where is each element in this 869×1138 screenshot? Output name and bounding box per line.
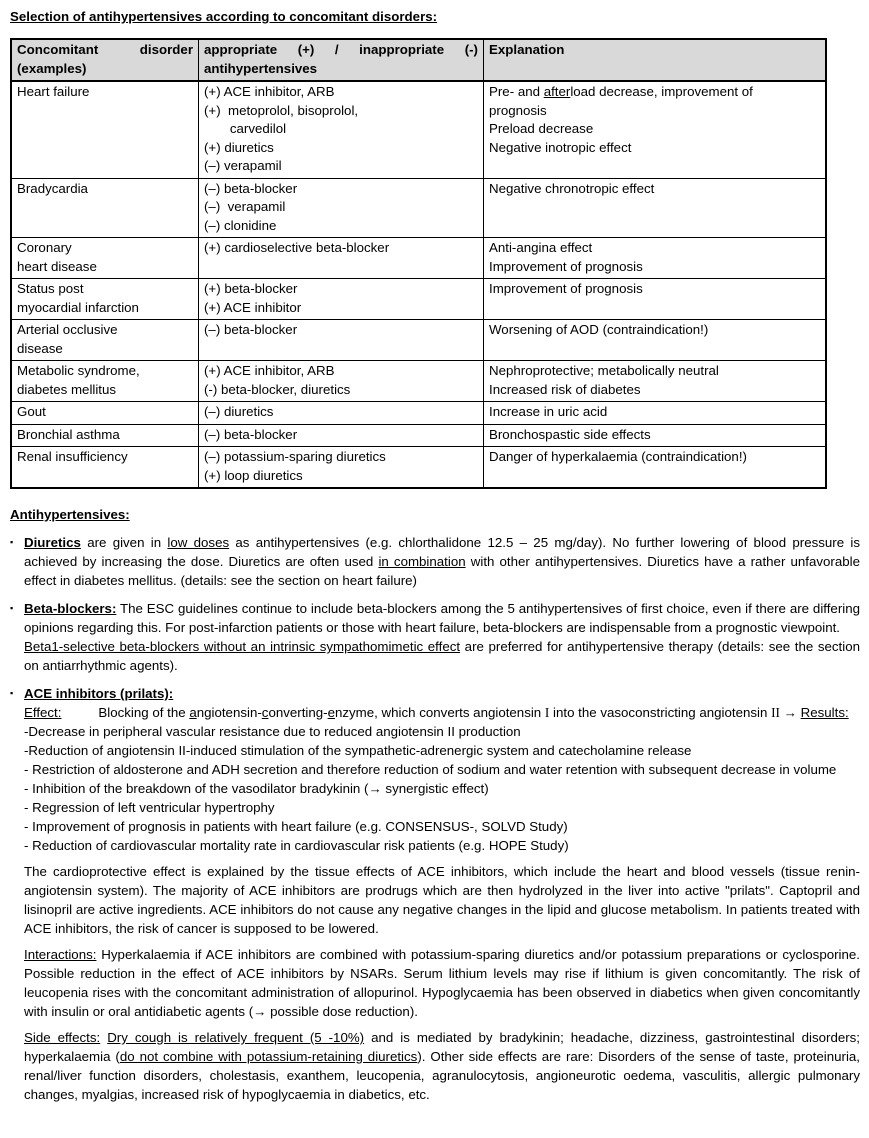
drugs-cell: [199, 81, 484, 178]
table-row: [11, 178, 826, 238]
text-segment: (+) cardioselective beta-blocker: [204, 240, 390, 255]
disorder-cell: [11, 447, 199, 489]
disorder-cell: [11, 424, 199, 447]
text-line: [204, 180, 478, 199]
text-segment: Interactions:: [24, 947, 97, 962]
text-segment: with other antihypertensives. Diuretics have a rather unfavorable effect in diabetes mellitus. (details: see the section on heart failure): [24, 554, 860, 588]
text-line: [204, 467, 478, 486]
text-segment: Improvement of prognosis: [489, 281, 643, 296]
drugs-cell: [199, 238, 484, 279]
text-line: [17, 340, 193, 359]
text-segment: →: [779, 705, 801, 720]
disorder-cell: [11, 361, 199, 402]
table-row: [11, 320, 826, 361]
text-segment: - Improvement of prognosis in patients with heart failure (e.g. CONSENSUS-, SOLVD Study): [24, 819, 568, 834]
text-segment: Danger of hyperkalaemia (contraindication!): [489, 449, 747, 464]
text-line: [489, 258, 820, 277]
text-segment: low doses: [167, 535, 230, 550]
text-segment: Increase in uric acid: [489, 404, 608, 419]
bullet-square-icon: ▪: [10, 537, 14, 547]
text-segment: Gout: [17, 404, 46, 419]
text-line: [17, 83, 193, 102]
explanation-cell: [484, 279, 827, 320]
bullet-square-icon: ▪: [10, 688, 14, 698]
text-segment: disease: [17, 340, 63, 356]
text-segment: ). Other side effects are rare: Disorders of the sense of taste, proteinuria, renal/liver function disorders, cholestasis, exanthem, leucopenia, agranulocytosis, angioneurotic oedema, vasculitis, allergic pulmonary changes, myalgias, increased risk of hypoglycaemia in diabetics, etc.: [24, 1049, 860, 1102]
text-line: [204, 299, 478, 318]
text-line: [17, 180, 193, 199]
text-segment: Bradycardia: [17, 180, 88, 196]
text-line: [204, 198, 478, 217]
text-line: [204, 217, 478, 236]
text-line: [204, 426, 478, 445]
text-segment: -Reduction of angiotensin II-induced stimulation of the sympathetic-adrenergic system and catecholamine release: [24, 743, 692, 758]
text-line: [17, 321, 193, 340]
table-body: [11, 81, 826, 488]
text-line: [204, 381, 478, 400]
text-line: [489, 280, 820, 299]
disorder-cell: [11, 81, 199, 178]
text-line: [204, 321, 478, 340]
text-segment: (–) beta-blocker: [204, 426, 298, 442]
text-line: [24, 599, 860, 637]
text-line: [24, 862, 860, 938]
text-segment: are preferred for antihypertensive therapy (details: see the section on antiarrhythmic agents).: [24, 639, 860, 673]
text-segment: Diuretics: [24, 535, 81, 550]
ace-effect-paragraph: [24, 703, 860, 722]
text-segment: Status post: [17, 281, 84, 296]
text-segment: I: [544, 705, 550, 720]
text-line: [489, 321, 820, 340]
text-segment: (+) ACE inhibitor, ARB: [204, 84, 335, 99]
text-segment: (–) potassium-sparing diuretics: [204, 449, 386, 464]
text-line: [24, 760, 860, 779]
table-row: [11, 361, 826, 402]
table-row: [11, 447, 826, 489]
disorder-cell: [11, 279, 199, 320]
text-line: [17, 426, 193, 445]
text-line: [489, 102, 820, 121]
text-segment: (+) diuretics: [204, 139, 274, 155]
text-segment: Heart failure: [17, 84, 90, 99]
text-segment: (–) beta-blocker: [204, 322, 298, 337]
text-segment: - Restriction of aldosterone and ADH secretion and therefore reduction of sodium and water retention with subsequent decrease in volume: [24, 762, 837, 777]
header-explanation: Explanation: [484, 39, 827, 81]
table-header: [11, 39, 826, 81]
text-segment: Preload decrease: [489, 121, 594, 136]
text-line: [24, 637, 860, 675]
text-segment: ngiotensin-: [196, 705, 262, 720]
text-line: [489, 239, 820, 258]
text-segment: Bronchial asthma: [17, 426, 120, 442]
header-concomitant-disorder: Concomitant disorder (examples): [11, 39, 199, 81]
text-segment: Renal insufficiency: [17, 449, 128, 464]
text-segment: load decrease, improvement of: [570, 84, 753, 99]
text-segment: as antihypertensives (e.g. chlorthalidone 12.5 – 25 mg/day). No further lowering of blood pressure is achieved by increasing the dose. Diuretics are often used: [24, 535, 860, 569]
text-line: [204, 239, 478, 258]
disorder-cell: [11, 178, 199, 238]
text-segment: (–) verapamil: [204, 158, 282, 173]
text-line: [489, 83, 820, 102]
text-segment: Anti-angina effect: [489, 240, 593, 255]
page-title: Selection of antihypertensives according to concomitant disorders:: [10, 9, 438, 24]
bullet-item-diuretics: [10, 533, 860, 590]
explanation-cell: [484, 238, 827, 279]
text-segment: Pre- and: [489, 84, 544, 99]
text-segment: onverting-: [268, 705, 328, 720]
table-row: [11, 424, 826, 447]
text-line: [204, 157, 478, 176]
text-line: [24, 945, 860, 1021]
text-line: [17, 403, 193, 422]
text-segment: (–) beta-blocker: [204, 180, 298, 196]
explanation-cell: [484, 320, 827, 361]
text-segment: ACE inhibitors (prilats):: [24, 686, 174, 701]
text-segment: carvedilol: [204, 121, 287, 136]
text-segment: do not combine with potassium-retaining diuretics: [119, 1049, 418, 1064]
text-line: [24, 703, 860, 722]
text-line: [24, 1028, 860, 1104]
text-line: [204, 280, 478, 299]
header-antihypertensives: appropriate (+) / inappropriate (-) antihypertensives: [199, 39, 484, 81]
text-segment: Results:: [800, 705, 849, 720]
ace-interactions-paragraph: [24, 945, 860, 1021]
text-segment: Nephroprotective; metabolically neutral: [489, 363, 719, 378]
explanation-cell: [484, 81, 827, 178]
text-line: [204, 403, 478, 422]
table-row: [11, 279, 826, 320]
ace-cardioprotective-paragraph: [24, 862, 860, 938]
text-line: [24, 684, 860, 703]
text-segment: Beta1-selective beta-blockers without an intrinsic sympathomimetic effect: [24, 639, 461, 654]
beta-blockers-paragraph: [24, 599, 860, 675]
text-line: [489, 403, 820, 422]
text-line: [489, 426, 820, 445]
text-line: [24, 817, 860, 836]
text-segment: Beta-blockers:: [24, 601, 117, 616]
text-line: [24, 741, 860, 760]
text-segment: Dry cough is relatively frequent (5 -10%): [107, 1030, 365, 1045]
text-segment: Increased risk of diabetes: [489, 381, 641, 397]
text-segment: (-) beta-blocker, diuretics: [204, 381, 351, 397]
text-segment: nzyme, which converts angiotensin: [334, 705, 545, 720]
text-line: [17, 258, 193, 277]
disorder-cell: [11, 402, 199, 425]
drugs-cell: [199, 361, 484, 402]
text-segment: (–) verapamil: [204, 199, 286, 214]
text-line: [17, 239, 193, 258]
text-segment: diabetes mellitus: [17, 381, 117, 397]
text-segment: a: [189, 705, 197, 720]
ace-side-effects-paragraph: [24, 1028, 860, 1104]
text-line: [489, 180, 820, 199]
disorder-cell: [11, 238, 199, 279]
table-row: [11, 238, 826, 279]
explanation-cell: [484, 424, 827, 447]
text-segment: prognosis: [489, 102, 547, 118]
text-line: [24, 779, 860, 798]
text-line: [489, 120, 820, 139]
text-segment: (–) diuretics: [204, 404, 274, 419]
text-segment: (+) metoprolol, bisoprolol,: [204, 102, 359, 118]
text-line: [17, 280, 193, 299]
text-line: [489, 362, 820, 381]
text-segment: (+) ACE inhibitor, ARB: [204, 363, 335, 378]
text-segment: (+) ACE inhibitor: [204, 299, 302, 315]
drugs-cell: [199, 424, 484, 447]
text-line: [204, 102, 478, 121]
text-line: [204, 362, 478, 381]
text-line: [204, 83, 478, 102]
bullet-square-icon: ▪: [10, 603, 14, 613]
text-segment: Metabolic syndrome,: [17, 363, 140, 378]
diuretics-paragraph: [24, 533, 860, 590]
text-segment: and is mediated by bradykinin; headache, dizziness, gastrointestinal disorders; hyperkalaemia (: [24, 1030, 860, 1064]
text-segment: The ESC guidelines continue to include beta-blockers among the 5 antihypertensives of first choice, even if there are differing opinions regarding this. For post-infarction patients or those with heart failure, beta-blockers are indispensable from a prognostic viewpoint.: [24, 601, 860, 635]
ace-heading: [24, 684, 860, 703]
table-row: [11, 402, 826, 425]
text-segment: Worsening of AOD (contraindication!): [489, 322, 709, 337]
explanation-cell: [484, 402, 827, 425]
text-line: [489, 139, 820, 158]
section-heading-antihypertensives: Antihypertensives:: [10, 507, 130, 522]
text-segment: Coronary: [17, 240, 72, 255]
disorder-cell: [11, 320, 199, 361]
drugs-cell: [199, 402, 484, 425]
text-segment: Effect:: [24, 705, 62, 720]
ace-results-list: [24, 722, 860, 855]
text-segment: II: [771, 705, 780, 720]
text-segment: Negative chronotropic effect: [489, 180, 655, 196]
text-segment: in combination: [378, 554, 466, 569]
header-row: [11, 39, 826, 81]
table-row: [11, 81, 826, 178]
text-segment: The cardioprotective effect is explained by the tissue effects of ACE inhibitors, which include the heart and blood vessels (tissue renin-angiotensin system). The majority of ACE inhibitors are prodrugs which are then hydrolyzed in the liver into active "prilats". Captopril and lisinopril are active ingredients. ACE inhibitors do not cause any negative changes in the lipid and glucose metabolism. In patients treated with ACE inhibitors, the risk of cancer is supposed to be lowered.: [24, 864, 860, 936]
explanation-cell: [484, 178, 827, 238]
text-segment: e: [327, 705, 335, 720]
text-line: [17, 299, 193, 318]
text-line: [489, 448, 820, 467]
text-segment: heart disease: [17, 258, 97, 274]
explanation-cell: [484, 447, 827, 489]
drugs-cell: [199, 320, 484, 361]
text-segment: - Regression of left ventricular hypertrophy: [24, 800, 275, 815]
bullet-item-ace-inhibitors: [10, 684, 860, 1104]
text-segment: Arterial occlusive: [17, 322, 118, 337]
explanation-cell: [484, 361, 827, 402]
text-segment: - Inhibition of the breakdown of the vasodilator bradykinin (→ synergistic effect): [24, 781, 489, 796]
text-line: [17, 448, 193, 467]
text-segment: Side effects:: [24, 1030, 101, 1045]
text-line: [17, 362, 193, 381]
text-segment: myocardial infarction: [17, 299, 139, 315]
text-segment: (+) beta-blocker: [204, 281, 298, 296]
text-segment: (–) clonidine: [204, 217, 277, 233]
text-segment: c: [261, 705, 269, 720]
text-line: [24, 722, 860, 741]
drugs-cell: [199, 279, 484, 320]
text-line: [204, 120, 478, 139]
text-line: [24, 798, 860, 817]
drugs-cell: [199, 447, 484, 489]
ace-inhibitors-content: [24, 684, 860, 1104]
text-segment: (+) loop diuretics: [204, 467, 303, 483]
text-segment: into the vasoconstricting angiotensin: [549, 705, 772, 720]
text-segment: Bronchospastic side effects: [489, 426, 651, 442]
text-line: [17, 381, 193, 400]
text-segment: after: [543, 84, 571, 99]
disorders-table: [10, 38, 827, 489]
text-line: [489, 381, 820, 400]
text-segment: -Decrease in peripheral vascular resistance due to reduced angiotensin II production: [24, 724, 521, 739]
text-segment: Hyperkalaemia if ACE inhibitors are combined with potassium-sparing diuretics and/or potassium preparations or cyclosporine. Possible reduction in the effect of ACE inhibitors by NSARs. Serum lithium levels may rise if lithium is given concomitantly. The risk of leucopenia rises with the concomitant administration of allopurinol. Hypoglycaemia has been observed in diabetics when given concomitantly with insulin or oral antidiabetic agents (→ possible dose reduction).: [24, 947, 860, 1019]
text-segment: are given in: [80, 535, 168, 550]
text-line: [204, 139, 478, 158]
text-segment: Blocking of the: [61, 705, 190, 720]
text-segment: - Reduction of cardiovascular mortality rate in cardiovascular risk patients (e.g. HOPE Study): [24, 838, 569, 853]
bullet-item-beta-blockers: [10, 599, 860, 675]
text-line: [24, 836, 860, 855]
text-line: [204, 448, 478, 467]
text-line: [24, 533, 860, 590]
drugs-cell: [199, 178, 484, 238]
text-segment: Negative inotropic effect: [489, 139, 632, 155]
text-segment: Improvement of prognosis: [489, 258, 643, 274]
